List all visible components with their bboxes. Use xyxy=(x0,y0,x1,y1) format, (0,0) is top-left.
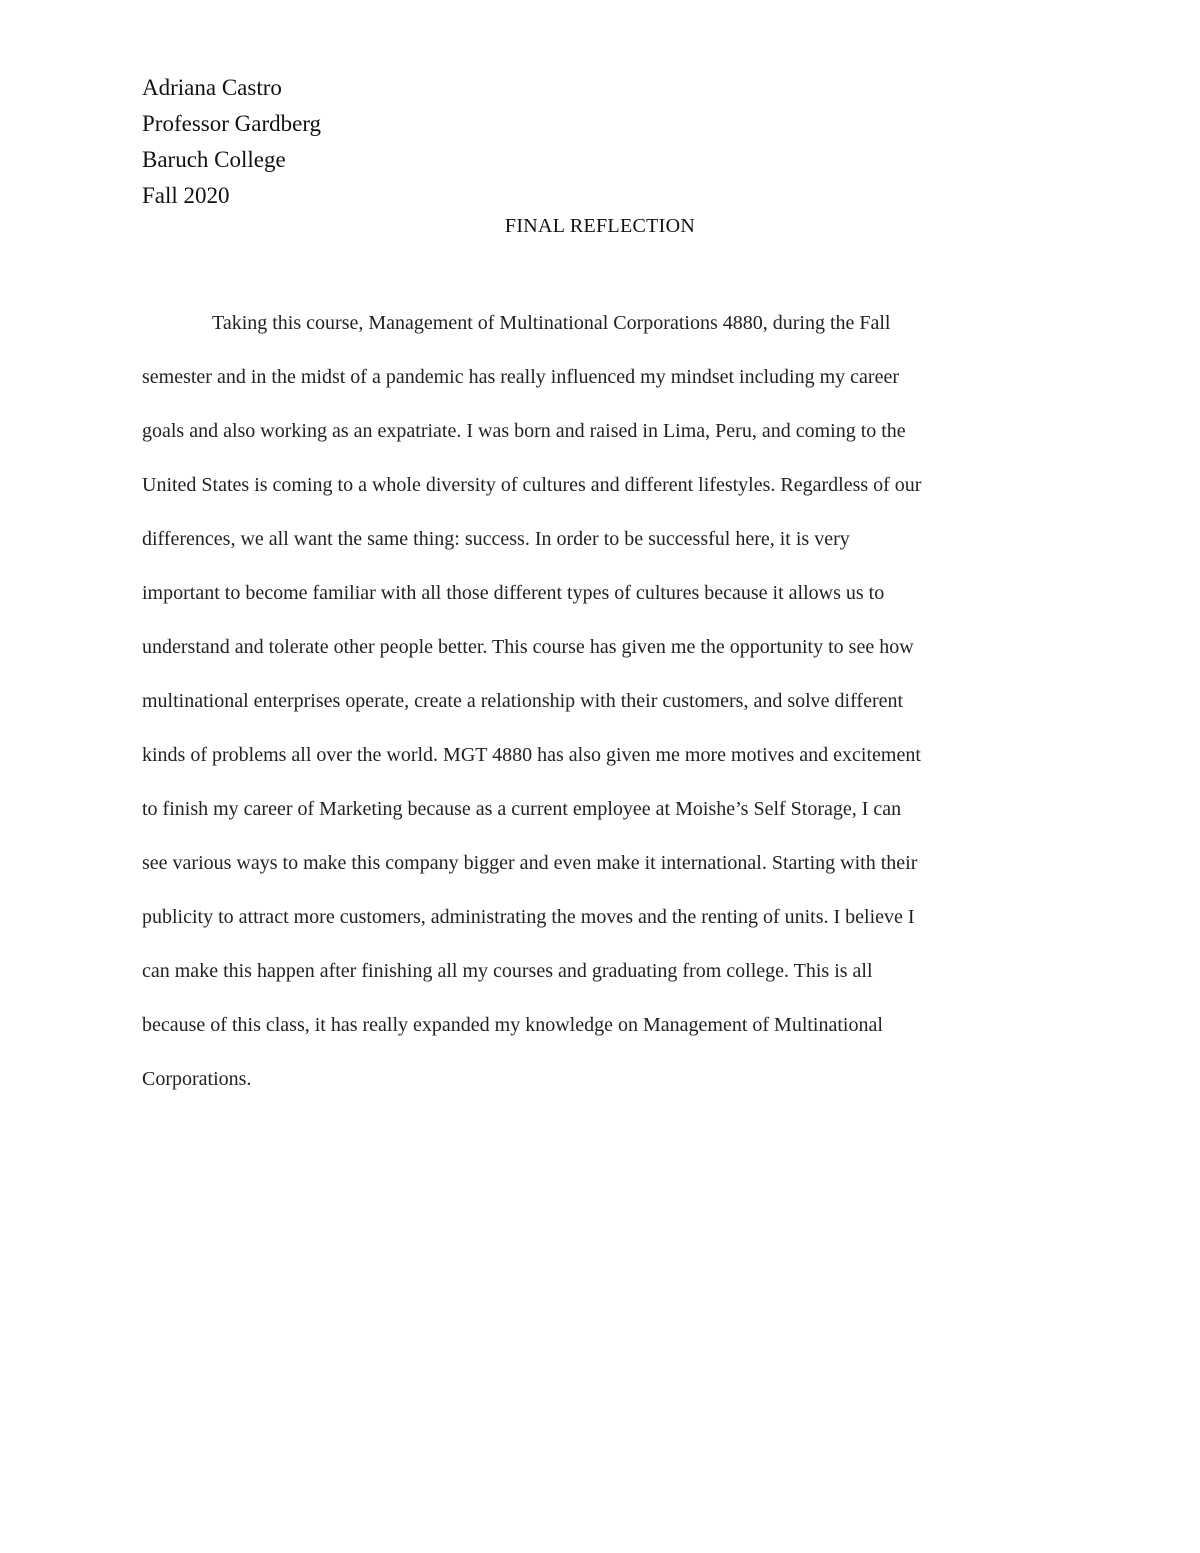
professor-name: Professor Gardberg xyxy=(142,111,322,136)
paragraph-line: goals and also working as an expatriate. I was born and raised in Lima, Peru, and coming to the xyxy=(142,420,906,442)
paragraph-line: semester and in the midst of a pandemic has really influenced my mindset including my career xyxy=(142,366,899,388)
paragraph-line: to finish my career of Marketing because as a current employee at Moishe’s Self Storage, I can xyxy=(142,798,902,820)
term: Fall 2020 xyxy=(142,183,230,208)
body-paragraph xyxy=(142,296,1082,1106)
header-block xyxy=(142,70,742,214)
paragraph-line: understand and tolerate other people better. This course has given me the opportunity to see how xyxy=(142,636,914,658)
institution-name: Baruch College xyxy=(142,147,286,172)
paragraph-line: kinds of problems all over the world. MGT 4880 has also given me more motives and excitement xyxy=(142,744,921,766)
paragraph-line: important to become familiar with all those different types of cultures because it allows us to xyxy=(142,582,885,604)
paragraph-line: publicity to attract more customers, administrating the moves and the renting of units. I believe I xyxy=(142,906,915,928)
paragraph-line: multinational enterprises operate, create a relationship with their customers, and solve different xyxy=(142,690,904,712)
paragraph-line: Corporations. xyxy=(142,1068,252,1090)
document-title: FINAL REFLECTION xyxy=(504,215,696,237)
author-name: Adriana Castro xyxy=(142,75,282,100)
paragraph-line: Taking this course, Management of Multinational Corporations 4880, during the Fall xyxy=(212,312,891,334)
paragraph-line: differences, we all want the same thing: success. In order to be successful here, it is very xyxy=(142,528,850,550)
paragraph-line: see various ways to make this company bigger and even make it international. Starting with their xyxy=(142,852,918,874)
paragraph-line: United States is coming to a whole diversity of cultures and different lifestyles. Regardless of our xyxy=(142,474,922,496)
paragraph-line: can make this happen after finishing all my courses and graduating from college. This is all xyxy=(142,960,873,982)
paragraph-line: because of this class, it has really expanded my knowledge on Management of Multinational xyxy=(142,1014,883,1036)
